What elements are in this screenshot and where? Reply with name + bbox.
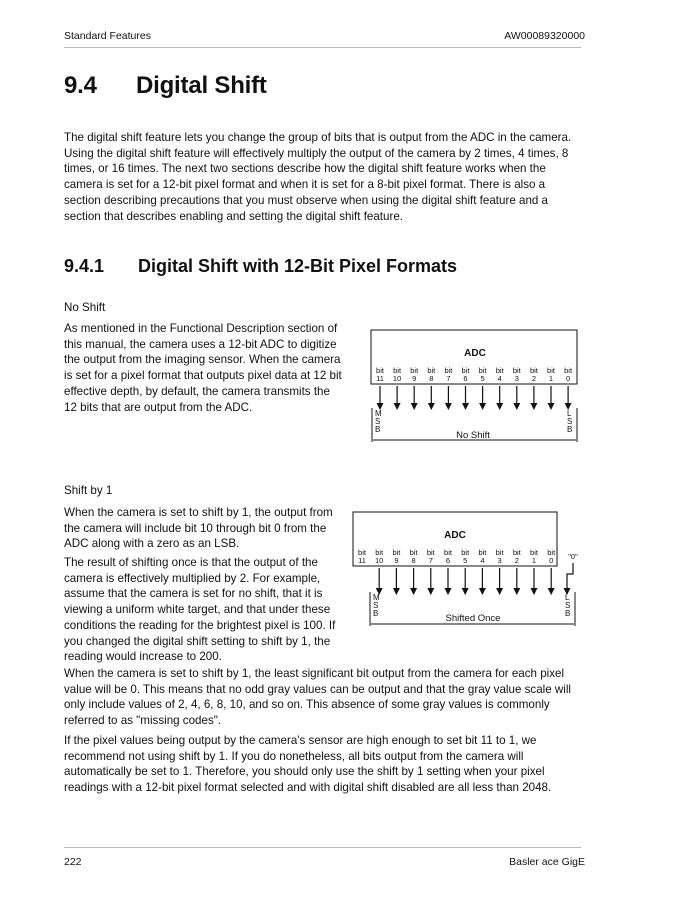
bit-number-label: 3: [497, 556, 502, 565]
bit-number-label: 11: [376, 374, 384, 383]
bit-number-label: 10: [375, 556, 384, 565]
shift-once-diagram: [349, 510, 585, 634]
bit-arrow-head: [427, 588, 434, 595]
bit-word-label: bit: [427, 366, 436, 375]
bit-arrow-head: [462, 588, 469, 595]
adc-label: ADC: [464, 348, 486, 359]
section-title: Digital Shift: [136, 72, 267, 99]
bit-arrow-head: [548, 588, 555, 595]
no-shift-diagram: [365, 328, 585, 448]
bit-arrow-head: [394, 403, 401, 410]
bit-number-label: 5: [463, 556, 468, 565]
bit-arrow-head: [479, 588, 486, 595]
shift-by-1-paragraph-1: When the camera is set to shift by 1, the output from the camera will include bit 10 through bit 0 from the ADC along with a zero as an LSB.: [64, 506, 333, 551]
bit-number-label: 4: [480, 556, 485, 565]
svg-text:L: L: [567, 409, 572, 418]
no-shift-paragraph: As mentioned in the Functional Description section of this manual, the camera uses a 12-bit ADC to digitize the output from the imaging sensor. When the camera is set for a pixel format that outputs pixel data at 12 bit effective depth, by default, the camera transmits the 12 bits that are output from the ADC.: [64, 322, 342, 414]
bit-arrow-head: [513, 403, 520, 410]
bit-word-label: bit: [495, 548, 504, 557]
section-heading: [64, 72, 267, 100]
lsb-marker: [567, 409, 572, 434]
subsection-title: Digital Shift with 12-Bit Pixel Formats: [138, 256, 458, 276]
bit-number-label: 10: [392, 374, 402, 383]
bit-word-label: bit: [495, 366, 504, 375]
bit-number-label: 0: [549, 556, 554, 565]
bit-word-label: bit: [444, 366, 453, 375]
bit-number-label: 1: [531, 556, 537, 565]
bit-number-label: 8: [429, 374, 434, 383]
bit-number-label: 2: [514, 556, 519, 565]
svg-text:M: M: [373, 593, 380, 602]
bit-number-label: 7: [446, 374, 451, 383]
svg-text:B: B: [567, 425, 573, 434]
bit-arrow-head: [445, 403, 452, 410]
bit-word-label: bit: [392, 548, 401, 557]
intro-paragraph: The digital shift feature lets you change the group of bits that is output from the ADC in the camera. Using the digital shift feature will effectively multiply the output of the camera by 2 times, 4 times, 8 times, or 16 times. The next two sections describe how the digital shift feature works when the camera is set for a 12-bit pixel format and when it is set for a 8-bit pixel format. There is also a section describing precautions that you must observe when using the digital shift feature and a section that describes enabling and setting the digital shift feature.: [64, 131, 572, 223]
bit-arrow-head: [531, 588, 538, 595]
bit-arrow-head: [410, 588, 417, 595]
shift-once-caption: Shifted Once: [445, 613, 501, 624]
svg-text:M: M: [375, 409, 382, 418]
bit-arrow-head: [548, 403, 555, 410]
bit-word-label: bit: [564, 366, 573, 375]
bit-number-label: 9: [412, 374, 417, 383]
bit-arrow-head: [462, 403, 469, 410]
bit-word-label: bit: [393, 366, 402, 375]
shift-by-1-paragraph-2: The result of shifting once is that the output of the camera is effectively multiplied by 2. For example, assume that the camera is set for no shift, that it is viewing a uniform white target, and that under these conditions the reading for the brightest pixel is 100. If you changed the digital shift setting to shift by 1, the reading would increase to 200.: [64, 556, 336, 664]
shift-by-1-paragraph-4: If the pixel values being output by the camera's sensor are high enough to set bit 11 to 1, we recommend not using shift by 1. If you do nonetheless, all bits output from the camera will automatically be set to 1. Therefore, you should only use the shift by 1 setting when your pixel readings with a 12-bit pixel format selected and with digital shift disabled are all less than 2048.: [64, 734, 552, 795]
bit-word-label: bit: [512, 548, 521, 557]
bit-number-label: 6: [463, 374, 468, 383]
bit-arrow-head: [496, 588, 503, 595]
bit-arrow-head: [530, 403, 537, 410]
msb-marker: [373, 593, 380, 618]
bit-word-label: bit: [478, 366, 487, 375]
shift-by-1-paragraph-3: When the camera is set to shift by 1, the least significant bit output from the camera for each pixel value will be 0. This means that no odd gray values can be output and that the gray value scale will only include values of 2, 4, 6, 8, 10, and so on. This absence of some gray values is commonly referred to as "missing codes".: [64, 667, 571, 728]
bit-word-label: bit: [375, 548, 384, 557]
bit-word-label: bit: [410, 366, 419, 375]
svg-text:S: S: [565, 601, 571, 610]
bit-word-label: bit: [426, 548, 435, 557]
bit-arrow-head: [513, 588, 520, 595]
bit-number-label: 3: [514, 374, 519, 383]
bit-arrow-head: [445, 588, 452, 595]
subsection-number: 9.4.1: [64, 256, 105, 276]
shift-by-1-heading: Shift by 1: [64, 484, 113, 497]
bit-number-label: 9: [394, 556, 399, 565]
footer-product: Basler ace GigE: [509, 856, 585, 868]
svg-text:S: S: [375, 417, 381, 426]
zero-input-label: "0": [568, 552, 578, 561]
no-shift-caption: No Shift: [456, 430, 490, 441]
bit-number-label: 4: [497, 374, 502, 383]
bit-word-label: bit: [461, 548, 470, 557]
section-number: 9.4: [64, 72, 97, 99]
bit-arrow-head: [393, 588, 400, 595]
bit-number-label: 7: [428, 556, 433, 565]
subsection-heading: [64, 256, 457, 277]
svg-text:B: B: [375, 425, 381, 434]
bit-word-label: bit: [530, 548, 538, 557]
bit-arrow-head: [496, 403, 503, 410]
svg-text:L: L: [565, 593, 570, 602]
bit-word-label: bit: [547, 366, 555, 375]
bit-word-label: bit: [529, 366, 538, 375]
bit-number-label: 8: [411, 556, 416, 565]
bit-arrow-head: [479, 403, 486, 410]
page-number: 222: [64, 856, 82, 868]
bit-word-label: bit: [358, 548, 366, 557]
bit-number-label: 2: [531, 374, 536, 383]
no-shift-heading: No Shift: [64, 301, 106, 314]
bit-number-label: 11: [358, 556, 366, 565]
running-header-right: AW00089320000: [504, 30, 585, 42]
svg-text:B: B: [373, 609, 379, 618]
bit-word-label: bit: [461, 366, 470, 375]
bit-word-label: bit: [444, 548, 452, 557]
header-divider: [64, 47, 581, 48]
bit-number-label: 0: [566, 374, 571, 383]
bit-arrow-head: [411, 403, 418, 410]
lsb-marker: [565, 593, 570, 618]
bit-word-label: bit: [547, 548, 556, 557]
svg-text:S: S: [567, 417, 573, 426]
bit-word-label: bit: [376, 366, 384, 375]
bit-word-label: bit: [512, 366, 521, 375]
running-header-left: Standard Features: [64, 30, 151, 42]
msb-marker: [375, 409, 382, 434]
svg-text:S: S: [373, 601, 379, 610]
bit-arrow-head: [428, 403, 435, 410]
bit-number-label: 5: [480, 374, 485, 383]
footer-divider: [64, 847, 581, 848]
bit-number-label: 1: [548, 374, 554, 383]
bit-word-label: bit: [409, 548, 418, 557]
bit-word-label: bit: [478, 548, 487, 557]
adc-label: ADC: [444, 530, 466, 541]
bit-number-label: 6: [445, 556, 451, 565]
svg-text:B: B: [565, 609, 571, 618]
